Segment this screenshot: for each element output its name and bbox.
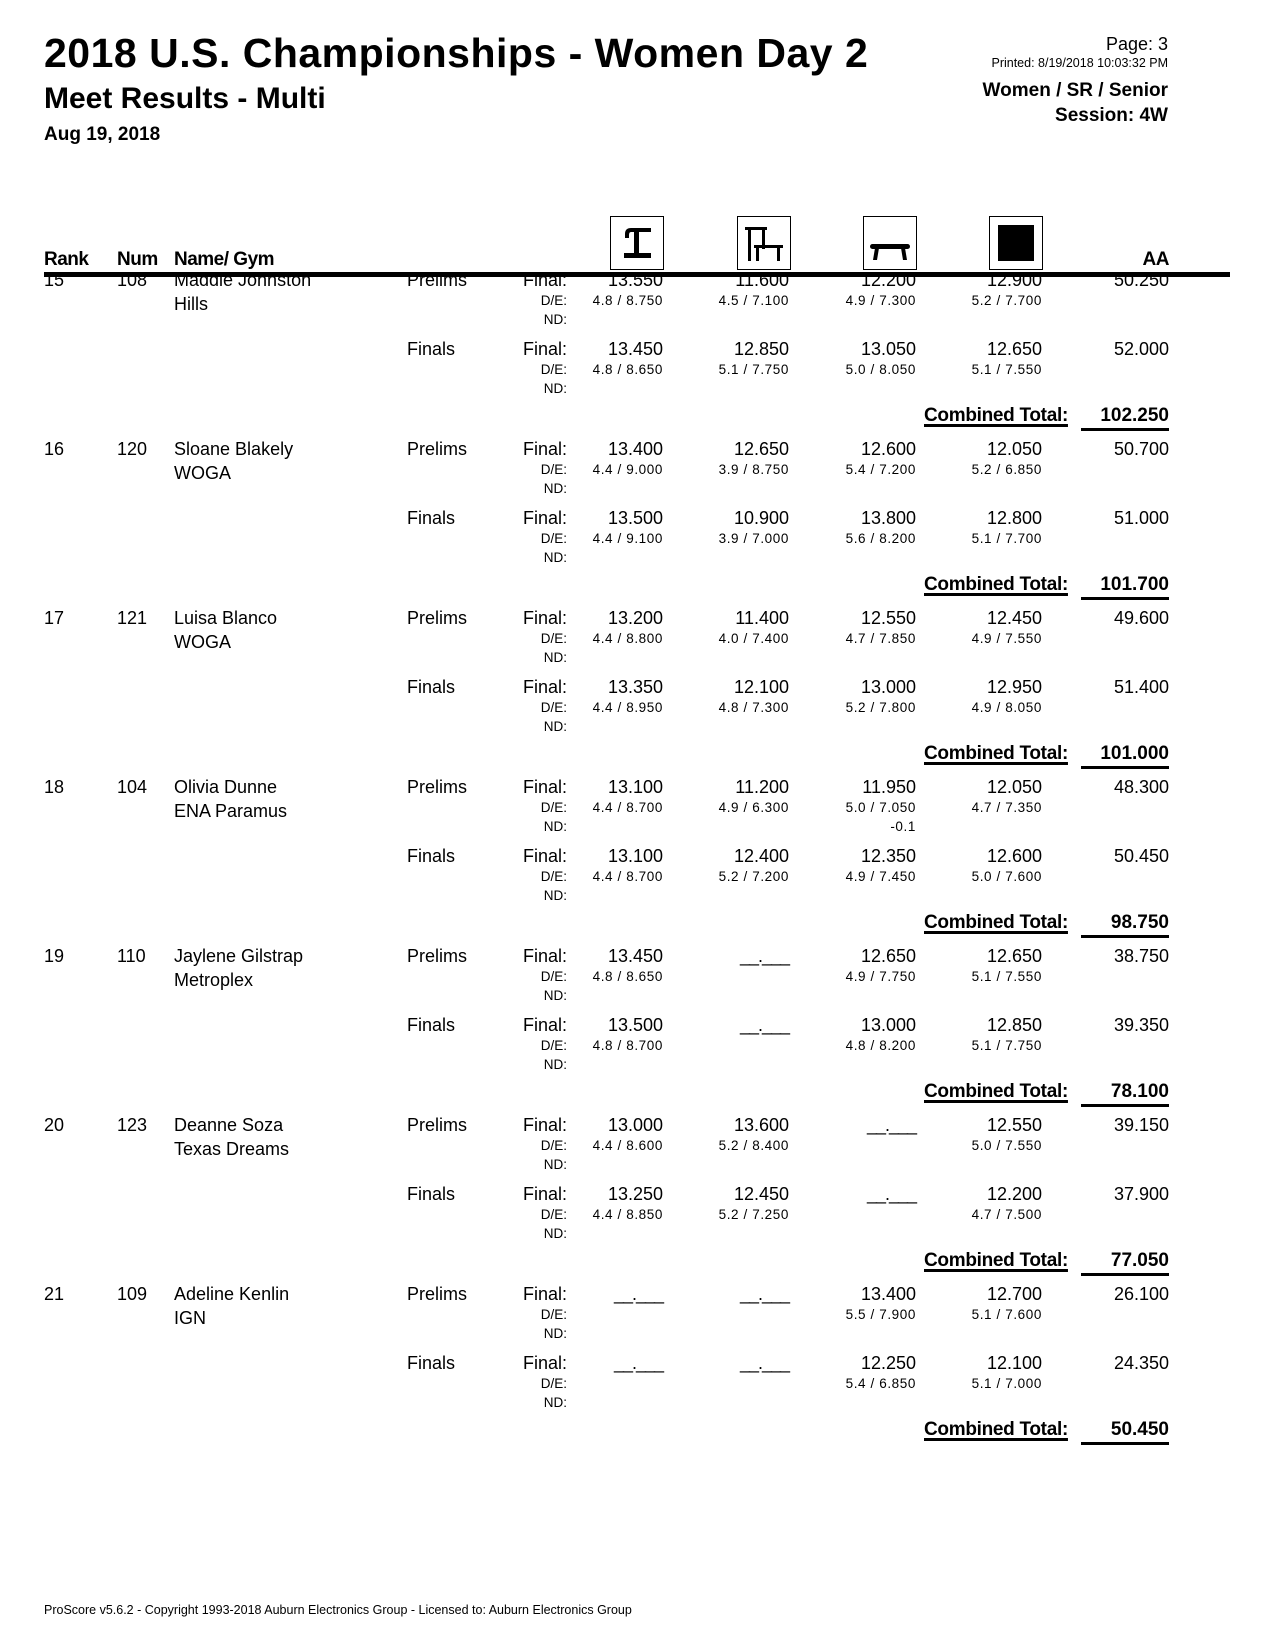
event-score: 13.450: [607, 339, 663, 359]
athlete-rank: 20: [44, 1115, 65, 1135]
event-score: 13.550: [607, 270, 663, 290]
final-label: Final:: [522, 777, 567, 797]
athlete-num: 123: [117, 1115, 148, 1135]
athlete-num: 110: [117, 946, 146, 966]
athlete-rank: 17: [44, 608, 65, 628]
difficulty-execution: 5.4 / 7.200: [845, 462, 916, 477]
event-score: 12.650: [733, 439, 789, 459]
combined-total-value: 102.250: [1081, 405, 1169, 431]
nd-label: ND:: [543, 1395, 567, 1410]
difficulty-execution: 4.9 / 7.550: [971, 631, 1042, 646]
final-label: Final:: [522, 608, 567, 628]
round-label: Finals: [407, 339, 456, 359]
difficulty-execution: 5.2 / 8.400: [718, 1138, 789, 1153]
difficulty-execution: 5.2 / 7.800: [845, 700, 916, 715]
difficulty-execution: 5.1 / 7.750: [971, 1038, 1042, 1053]
event-score: 13.200: [607, 608, 663, 628]
athlete-name: Maddie Johnston: [174, 270, 312, 290]
athlete-num: 121: [117, 608, 148, 628]
athlete-rank: 19: [44, 946, 65, 966]
athlete-name: Jaylene Gilstrap: [174, 946, 304, 966]
vault-icon: [610, 216, 664, 270]
de-label: D/E:: [540, 293, 567, 308]
event-score: 12.450: [733, 1184, 789, 1204]
meet-date: Aug 19, 2018: [44, 124, 161, 145]
event-score: 12.550: [986, 1115, 1042, 1135]
difficulty-execution: 4.8 / 8.650: [592, 362, 663, 377]
difficulty-execution: 5.1 / 7.600: [971, 1307, 1042, 1322]
difficulty-execution: 4.8 / 8.650: [592, 969, 663, 984]
event-score: 13.000: [607, 1115, 663, 1135]
all-around-score: 52.000: [1113, 339, 1169, 359]
athlete-gym: ENA Paramus: [174, 801, 288, 821]
nd-label: ND:: [543, 381, 567, 396]
final-label: Final:: [522, 1015, 567, 1035]
nd-label: ND:: [543, 888, 567, 903]
difficulty-execution: 4.4 / 9.000: [592, 462, 663, 477]
combined-total-label: Combined Total:: [924, 1081, 1068, 1102]
event-score: 13.250: [607, 1184, 663, 1204]
difficulty-execution: 5.1 / 7.700: [971, 531, 1042, 546]
difficulty-execution: 5.2 / 6.850: [971, 462, 1042, 477]
all-around-score: 39.150: [1113, 1115, 1169, 1135]
all-around-score: 38.750: [1113, 946, 1169, 966]
event-score: 12.900: [986, 270, 1042, 290]
round-label: Finals: [407, 508, 456, 528]
athlete-num: 108: [117, 270, 148, 290]
round-label: Finals: [407, 1015, 456, 1035]
round-label: Finals: [407, 677, 456, 697]
printed-timestamp: Printed: 8/19/2018 10:03:32 PM: [991, 56, 1168, 70]
event-score: 12.400: [733, 846, 789, 866]
difficulty-execution: 4.0 / 7.400: [718, 631, 789, 646]
final-label: Final:: [522, 339, 567, 359]
all-around-score: 39.350: [1113, 1015, 1169, 1035]
difficulty-execution: 5.0 / 7.550: [971, 1138, 1042, 1153]
event-score: 12.050: [986, 439, 1042, 459]
round-label: Prelims: [407, 1284, 468, 1304]
event-score: 13.100: [607, 846, 663, 866]
round-label: Finals: [407, 1353, 456, 1373]
athlete-name: Sloane Blakely: [174, 439, 294, 459]
difficulty-execution: 5.4 / 6.850: [845, 1376, 916, 1391]
nd-label: ND:: [543, 988, 567, 1003]
final-label: Final:: [522, 1184, 567, 1204]
combined-total-value: 98.750: [1081, 912, 1169, 938]
de-label: D/E:: [540, 700, 567, 715]
balance-beam-icon: [863, 216, 917, 270]
athlete-name: Luisa Blanco: [174, 608, 278, 628]
event-score: 13.450: [607, 946, 663, 966]
event-score: 12.650: [860, 946, 916, 966]
final-label: Final:: [522, 846, 567, 866]
de-label: D/E:: [540, 531, 567, 546]
round-label: Prelims: [407, 946, 468, 966]
all-around-score: 49.600: [1113, 608, 1169, 628]
de-label: D/E:: [540, 969, 567, 984]
event-score: 13.500: [607, 508, 663, 528]
round-label: Finals: [407, 846, 456, 866]
difficulty-execution: 4.9 / 7.450: [845, 869, 916, 884]
all-around-score: 24.350: [1113, 1353, 1169, 1373]
event-score: 12.200: [860, 270, 916, 290]
nd-label: ND:: [543, 550, 567, 565]
event-score: 11.400: [735, 608, 789, 628]
division-label: Women / SR / Senior: [982, 80, 1168, 101]
all-around-score: 26.100: [1113, 1284, 1169, 1304]
nd-label: ND:: [543, 1326, 567, 1341]
event-score: 13.800: [860, 508, 916, 528]
floor-icon: [989, 216, 1043, 270]
combined-total-label: Combined Total:: [924, 405, 1068, 426]
combined-total-label: Combined Total:: [924, 1419, 1068, 1440]
de-label: D/E:: [540, 1038, 567, 1053]
event-score: 13.600: [733, 1115, 789, 1135]
athlete-gym: IGN: [174, 1308, 207, 1328]
round-label: Prelims: [407, 777, 468, 797]
session-label: Session: 4W: [1055, 105, 1168, 126]
event-score: 12.350: [860, 846, 916, 866]
event-score: __.___: [866, 1115, 916, 1135]
difficulty-execution: 4.9 / 8.050: [971, 700, 1042, 715]
athlete-gym: WOGA: [174, 632, 231, 652]
athlete-name: Olivia Dunne: [174, 777, 278, 797]
nd-label: ND:: [543, 1157, 567, 1172]
difficulty-execution: 5.0 / 7.600: [971, 869, 1042, 884]
de-label: D/E:: [540, 800, 567, 815]
difficulty-execution: 5.1 / 7.550: [971, 362, 1042, 377]
event-score: 12.700: [986, 1284, 1042, 1304]
all-around-score: 50.250: [1113, 270, 1169, 290]
difficulty-execution: 4.4 / 8.850: [592, 1207, 663, 1222]
event-score: 12.050: [986, 777, 1042, 797]
difficulty-execution: 4.4 / 8.700: [592, 869, 663, 884]
event-score: 12.950: [986, 677, 1042, 697]
difficulty-execution: 4.5 / 7.100: [718, 293, 789, 308]
difficulty-execution: 5.0 / 8.050: [845, 362, 916, 377]
de-label: D/E:: [540, 869, 567, 884]
column-header-num: Num: [117, 249, 158, 270]
de-label: D/E:: [540, 631, 567, 646]
event-score: 13.000: [860, 677, 916, 697]
nd-label: ND:: [543, 650, 567, 665]
event-score: 12.250: [860, 1353, 916, 1373]
athlete-gym: Texas Dreams: [174, 1139, 290, 1159]
all-around-score: 51.400: [1113, 677, 1169, 697]
difficulty-execution: 4.4 / 8.800: [592, 631, 663, 646]
difficulty-execution: 4.4 / 8.600: [592, 1138, 663, 1153]
difficulty-execution: 4.8 / 8.700: [592, 1038, 663, 1053]
difficulty-execution: 5.1 / 7.750: [718, 362, 789, 377]
report-subtitle: Meet Results - Multi: [44, 82, 326, 115]
difficulty-execution: 5.2 / 7.700: [971, 293, 1042, 308]
event-score: 12.850: [986, 1015, 1042, 1035]
difficulty-execution: 4.4 / 9.100: [592, 531, 663, 546]
round-label: Prelims: [407, 1115, 468, 1135]
de-label: D/E:: [540, 1138, 567, 1153]
athlete-gym: Hills: [174, 294, 208, 314]
footer-copyright: ProScore v5.6.2 - Copyright 1993-2018 Auburn Electronics Group - Licensed to: Auburn Electronics Group: [44, 1603, 632, 1617]
event-score: 12.800: [986, 508, 1042, 528]
final-label: Final:: [522, 1115, 567, 1135]
difficulty-execution: 3.9 / 8.750: [718, 462, 789, 477]
event-score: 13.050: [860, 339, 916, 359]
all-around-score: 51.000: [1113, 508, 1169, 528]
final-label: Final:: [522, 946, 567, 966]
de-label: D/E:: [540, 462, 567, 477]
combined-total-value: 50.450: [1081, 1419, 1169, 1445]
page-number: Page: 3: [1105, 34, 1168, 54]
event-score: __.___: [613, 1284, 663, 1304]
difficulty-execution: 5.1 / 7.550: [971, 969, 1042, 984]
all-around-score: 37.900: [1113, 1184, 1169, 1204]
nd-label: ND:: [543, 1226, 567, 1241]
event-score: 12.650: [986, 339, 1042, 359]
nd-label: ND:: [543, 819, 567, 834]
event-score: 13.500: [607, 1015, 663, 1035]
difficulty-execution: 4.7 / 7.500: [971, 1207, 1042, 1222]
event-score: 13.400: [860, 1284, 916, 1304]
difficulty-execution: 4.7 / 7.850: [845, 631, 916, 646]
combined-total-label: Combined Total:: [924, 574, 1068, 595]
meet-title: 2018 U.S. Championships - Women Day 2: [44, 30, 869, 76]
combined-total-value: 78.100: [1081, 1081, 1169, 1107]
difficulty-execution: 4.4 / 8.700: [592, 800, 663, 815]
difficulty-execution: 5.2 / 7.250: [718, 1207, 789, 1222]
event-score: 12.100: [986, 1353, 1042, 1373]
combined-total-value: 77.050: [1081, 1250, 1169, 1276]
all-around-score: 50.700: [1113, 439, 1169, 459]
difficulty-execution: 5.1 / 7.000: [971, 1376, 1042, 1391]
event-score: __.___: [613, 1353, 663, 1373]
combined-total-value: 101.700: [1081, 574, 1169, 600]
round-label: Finals: [407, 1184, 456, 1204]
difficulty-execution: 4.4 / 8.950: [592, 700, 663, 715]
event-score: __.___: [739, 1015, 789, 1035]
athlete-num: 120: [117, 439, 148, 459]
nd-label: ND:: [543, 481, 567, 496]
round-label: Prelims: [407, 608, 468, 628]
event-score: 12.100: [733, 677, 789, 697]
final-label: Final:: [522, 1284, 567, 1304]
combined-total-label: Combined Total:: [924, 912, 1068, 933]
difficulty-execution: 5.2 / 7.200: [718, 869, 789, 884]
final-label: Final:: [522, 508, 567, 528]
final-label: Final:: [522, 270, 567, 290]
de-label: D/E:: [540, 1207, 567, 1222]
athlete-num: 104: [117, 777, 148, 797]
event-score: __.___: [739, 1353, 789, 1373]
difficulty-execution: 4.9 / 7.300: [845, 293, 916, 308]
de-label: D/E:: [540, 362, 567, 377]
column-header-name-gym: Name/ Gym: [174, 249, 275, 270]
difficulty-execution: 5.0 / 7.050: [845, 800, 916, 815]
final-label: Final:: [522, 677, 567, 697]
athlete-name: Deanne Soza: [174, 1115, 284, 1135]
event-score: 12.600: [986, 846, 1042, 866]
difficulty-execution: 4.8 / 8.200: [845, 1038, 916, 1053]
event-score: 13.100: [607, 777, 663, 797]
event-score: __.___: [739, 946, 789, 966]
de-label: D/E:: [540, 1307, 567, 1322]
nd-label: ND:: [543, 312, 567, 327]
column-header-rank: Rank: [44, 249, 89, 270]
event-score: 12.200: [986, 1184, 1042, 1204]
event-score: 13.400: [607, 439, 663, 459]
neutral-deduction: -0.1: [890, 819, 916, 834]
difficulty-execution: 4.9 / 7.750: [845, 969, 916, 984]
nd-label: ND:: [543, 1057, 567, 1072]
final-label: Final:: [522, 439, 567, 459]
event-score: __.___: [866, 1184, 916, 1204]
athlete-num: 109: [117, 1284, 148, 1304]
event-score: 10.900: [733, 508, 789, 528]
event-score: 12.550: [860, 608, 916, 628]
round-label: Prelims: [407, 439, 468, 459]
all-around-score: 50.450: [1113, 846, 1169, 866]
column-header-aa: AA: [1142, 249, 1169, 270]
difficulty-execution: 3.9 / 7.000: [718, 531, 789, 546]
difficulty-execution: 4.9 / 6.300: [718, 800, 789, 815]
de-label: D/E:: [540, 1376, 567, 1391]
event-score: 12.850: [733, 339, 789, 359]
difficulty-execution: 5.5 / 7.900: [845, 1307, 916, 1322]
athlete-gym: WOGA: [174, 463, 231, 483]
athlete-rank: 16: [44, 439, 65, 459]
athlete-gym: Metroplex: [174, 970, 254, 990]
difficulty-execution: 4.7 / 7.350: [971, 800, 1042, 815]
difficulty-execution: 4.8 / 8.750: [592, 293, 663, 308]
event-score: 12.450: [986, 608, 1042, 628]
event-score: 13.350: [607, 677, 663, 697]
all-around-score: 48.300: [1113, 777, 1169, 797]
event-score: 11.600: [735, 270, 789, 290]
difficulty-execution: 4.8 / 7.300: [718, 700, 789, 715]
nd-label: ND:: [543, 719, 567, 734]
event-score: 13.000: [860, 1015, 916, 1035]
difficulty-execution: 5.6 / 8.200: [845, 531, 916, 546]
uneven-bars-icon: [737, 216, 791, 270]
combined-total-label: Combined Total:: [924, 1250, 1068, 1271]
athlete-rank: 18: [44, 777, 65, 797]
final-label: Final:: [522, 1353, 567, 1373]
athlete-rank: 15: [44, 270, 65, 290]
combined-total-label: Combined Total:: [924, 743, 1068, 764]
event-score: 12.650: [986, 946, 1042, 966]
round-label: Prelims: [407, 270, 468, 290]
event-score: 11.950: [862, 777, 916, 797]
athlete-rank: 21: [44, 1284, 65, 1304]
event-score: 12.600: [860, 439, 916, 459]
event-score: __.___: [739, 1284, 789, 1304]
event-score: 11.200: [735, 777, 789, 797]
combined-total-value: 101.000: [1081, 743, 1169, 769]
athlete-name: Adeline Kenlin: [174, 1284, 290, 1304]
